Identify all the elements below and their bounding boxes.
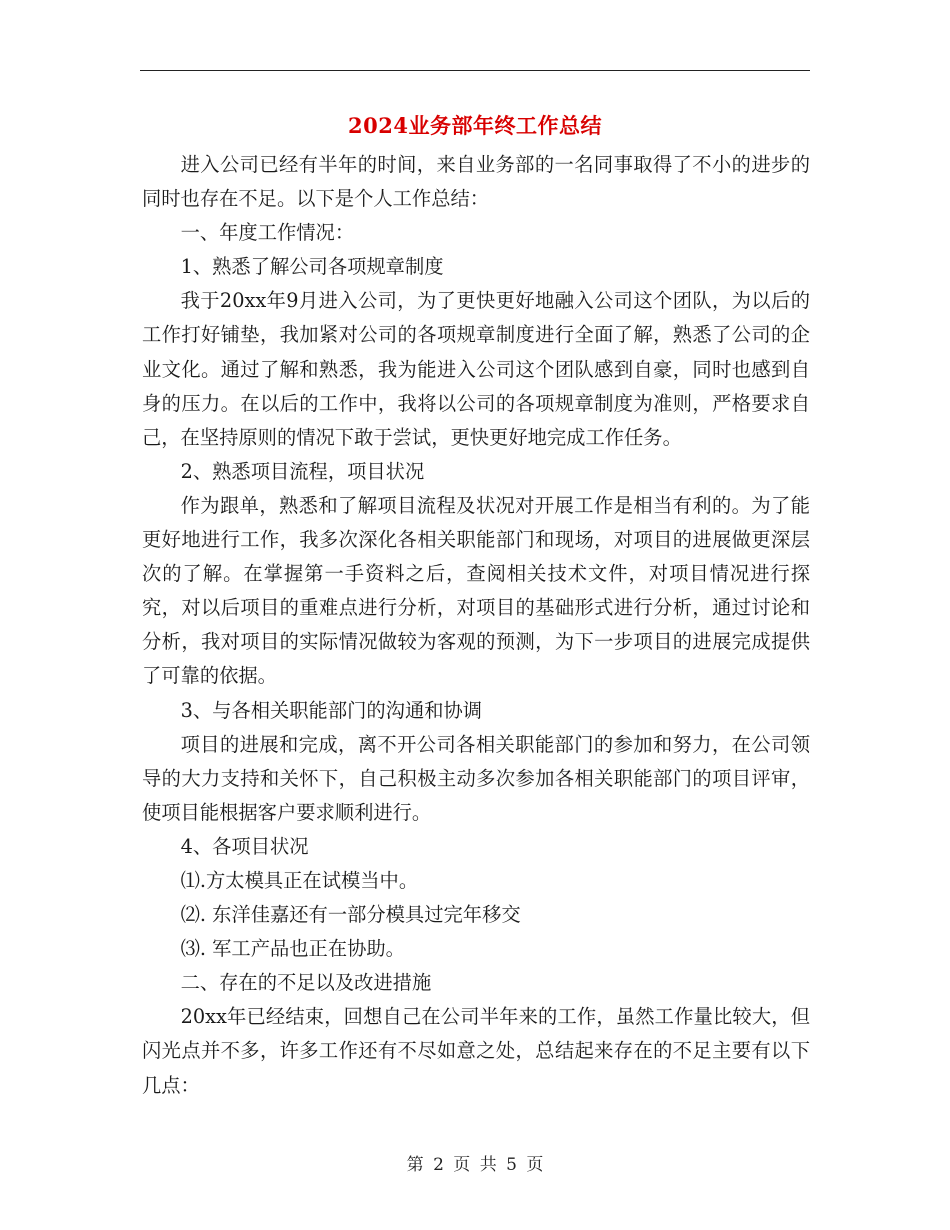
paragraph-item-2: 作为跟单，熟悉和了解项目流程及状况对开展工作是相当有利的。为了能更好地进行工作，我多次深化各相关职能部门和现场，对项目的进展做更深层次的了解。在掌握第一手资料之后，查阅相关技术文件，对项目情况进行探究，对以后项目的重难点进行分析，对项目的基础形式进行分析，通过讨论和分析，我对项目的实际情况做较为客观的预测，为下一步项目的进展完成提供了可靠的依据。 (142, 493, 810, 688)
heading-section-1: 一、年度工作情况： (180, 221, 355, 245)
page-number-footer: 第 2 页 共 5 页 (406, 1155, 544, 1175)
heading-item-2: 2、熟悉项目流程，项目状况 (180, 459, 425, 483)
list-item-project-3: ⑶. 军工产品也正在协助。 (180, 937, 405, 961)
list-item-project-2: ⑵. 东洋佳嘉还有一部分模具过完年移交 (180, 903, 521, 927)
paragraph-item-1: 我于20xx年9月进入公司，为了更快更好地融入公司这个团队，为以后的工作打好铺垫，我加紧对公司的各项规章制度进行全面了解，熟悉了公司的企业文化。通过了解和熟悉，我为能进入公司这个团队感到自豪，同时也感到自身的压力。在以后的工作中，我将以公司的各项规章制度为准则，严格要求自己，在坚持原则的情况下敢于尝试，更快更好地完成工作任务。 (142, 289, 810, 449)
document-title: 2024业务部年终工作总结 (348, 113, 602, 138)
paragraph-shortcomings: 20xx年已经结束，回想自己在公司半年来的工作，虽然工作量比较大，但闪光点并不多，许多工作还有不尽如意之处，总结起来存在的不足主要有以下几点： (142, 1005, 810, 1097)
heading-item-4: 4、各项目状况 (180, 834, 309, 858)
document-body (142, 148, 810, 1103)
paragraph-intro: 进入公司已经有半年的时间，来自业务部的一名同事取得了不小的进步的同时也存在不足。以下是个人工作总结： (142, 153, 810, 211)
paragraph-item-3: 项目的进展和完成，离不开公司各相关职能部门的参加和努力，在公司领导的大力支持和关怀下，自己积极主动多次参加各相关职能部门的项目评审，使项目能根据客户要求顺利进行。 (142, 732, 810, 824)
header-rule (140, 70, 810, 71)
heading-item-3: 3、与各相关职能部门的沟通和协调 (180, 698, 483, 722)
list-item-project-1: ⑴.方太模具正在试模当中。 (180, 868, 419, 892)
heading-section-2: 二、存在的不足以及改进措施 (180, 971, 432, 995)
heading-item-1: 1、熟悉了解公司各项规章制度 (180, 255, 444, 279)
